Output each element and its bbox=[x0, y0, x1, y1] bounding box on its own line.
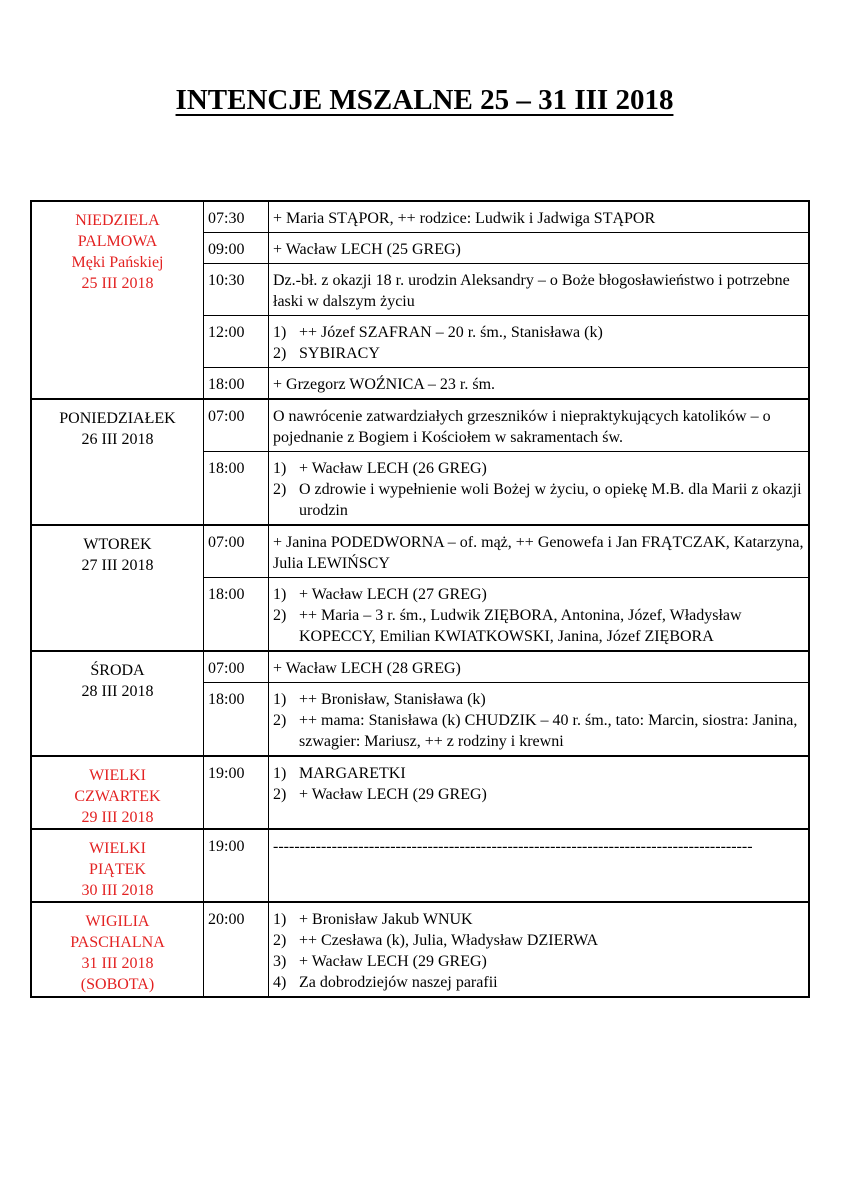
entry-number: 2) bbox=[273, 607, 287, 624]
entry-number: 2) bbox=[273, 345, 287, 362]
entry-number: 2) bbox=[273, 481, 287, 498]
mass-time: 09:00 bbox=[204, 233, 269, 264]
intention-cell bbox=[269, 683, 810, 757]
intention-cell bbox=[269, 651, 810, 683]
day-label-line: WIELKI bbox=[89, 767, 146, 784]
intention-text: + Wacław LECH (26 GREG) bbox=[299, 460, 487, 477]
intention-entry bbox=[273, 784, 806, 805]
day-label-line: Męki Pańskiej bbox=[71, 254, 164, 271]
day-cell bbox=[31, 902, 204, 997]
intention-text: + Maria STĄPOR, ++ rodzice: Ludwik i Jadwiga STĄPOR bbox=[273, 210, 656, 227]
intention-entry bbox=[273, 763, 806, 784]
day-label-line: WIGILIA bbox=[85, 913, 150, 930]
intention-cell bbox=[269, 829, 810, 902]
schedule-row bbox=[31, 902, 809, 997]
entry-number: 1) bbox=[273, 460, 287, 477]
intention-entry bbox=[273, 930, 806, 951]
intention-text: ++ Bronisław, Stanisława (k) bbox=[299, 691, 486, 708]
day-label-line: PASCHALNA bbox=[70, 934, 165, 951]
intention-text: Za dobrodziejów naszej parafii bbox=[299, 974, 498, 991]
entry-number: 1) bbox=[273, 911, 287, 928]
intention-entry bbox=[273, 343, 806, 364]
day-cell bbox=[31, 651, 204, 756]
intention-entry bbox=[273, 239, 806, 260]
day-label-line: NIEDZIELA bbox=[75, 212, 160, 229]
day-label-line: WTOREK bbox=[83, 536, 152, 553]
day-cell bbox=[31, 756, 204, 829]
intention-text: SYBIRACY bbox=[299, 345, 380, 362]
day-label-line: PALMOWA bbox=[77, 233, 158, 250]
intention-entry bbox=[273, 406, 806, 448]
schedule-row bbox=[31, 399, 809, 452]
intention-entry bbox=[273, 270, 806, 312]
intention-text: + Wacław LECH (29 GREG) bbox=[299, 786, 487, 803]
intention-text: ++ Czesława (k), Julia, Władysław DZIERWA bbox=[299, 932, 599, 949]
intention-cell bbox=[269, 399, 810, 452]
entry-number: 4) bbox=[273, 974, 287, 991]
intention-entry bbox=[273, 658, 806, 679]
mass-time: 10:30 bbox=[204, 264, 269, 316]
day-label-line: 26 III 2018 bbox=[81, 431, 154, 448]
mass-time: 07:00 bbox=[204, 399, 269, 452]
intention-entry bbox=[273, 584, 806, 605]
intention-entry bbox=[273, 836, 806, 857]
intention-entry bbox=[273, 532, 806, 574]
intention-entry bbox=[273, 458, 806, 479]
mass-time: 12:00 bbox=[204, 316, 269, 368]
day-cell bbox=[31, 829, 204, 902]
intention-entry bbox=[273, 374, 806, 395]
entry-number: 1) bbox=[273, 324, 287, 341]
mass-time: 18:00 bbox=[204, 578, 269, 652]
day-label-line: WIELKI bbox=[89, 840, 146, 857]
mass-time: 19:00 bbox=[204, 829, 269, 902]
mass-time: 18:00 bbox=[204, 683, 269, 757]
intention-cell bbox=[269, 233, 810, 264]
intention-entry bbox=[273, 322, 806, 343]
intention-entry bbox=[273, 951, 806, 972]
intention-text: ++ mama: Stanisława (k) CHUDZIK – 40 r. śm., tato: Marcin, siostra: Janina, szwagier: Mariusz, ++ z rodziny i krewni bbox=[299, 712, 798, 750]
day-label-line: 27 III 2018 bbox=[81, 557, 154, 574]
intention-entry bbox=[273, 710, 806, 752]
page-title: INTENCJE MSZALNE 25 – 31 III 2018 bbox=[175, 84, 674, 116]
day-label-line: (SOBOTA) bbox=[80, 976, 155, 993]
entry-number: 1) bbox=[273, 586, 287, 603]
mass-intentions-table bbox=[30, 200, 810, 998]
entry-number: 1) bbox=[273, 765, 287, 782]
entry-number: 2) bbox=[273, 786, 287, 803]
intention-text: O zdrowie i wypełnienie woli Bożej w życiu, o opiekę M.B. dla Marii z okazji urodzin bbox=[299, 481, 802, 519]
intention-cell bbox=[269, 578, 810, 652]
intention-cell bbox=[269, 264, 810, 316]
mass-time: 19:00 bbox=[204, 756, 269, 829]
schedule-row bbox=[31, 525, 809, 578]
intention-text: ++ Józef SZAFRAN – 20 r. śm., Stanisława (k) bbox=[299, 324, 603, 341]
schedule-row bbox=[31, 756, 809, 829]
intention-entry bbox=[273, 909, 806, 930]
day-label-line: ŚRODA bbox=[90, 662, 145, 679]
day-label-line: CZWARTEK bbox=[74, 788, 161, 805]
mass-time: 18:00 bbox=[204, 368, 269, 400]
intention-entry bbox=[273, 605, 806, 647]
day-label-line: PIĄTEK bbox=[89, 861, 146, 878]
mass-time: 07:00 bbox=[204, 525, 269, 578]
intention-text: + Wacław LECH (25 GREG) bbox=[273, 241, 461, 258]
day-cell bbox=[31, 399, 204, 525]
day-cell bbox=[31, 525, 204, 651]
schedule-row bbox=[31, 201, 809, 233]
intention-text: Dz.-bł. z okazji 18 r. urodzin Aleksandry – o Boże błogosławieństwo i potrzebne łaski w dalszym życiu bbox=[273, 272, 790, 310]
intention-text: ------------------------------------------------------------------------------------------ bbox=[273, 838, 753, 855]
intention-cell bbox=[269, 756, 810, 829]
intention-cell bbox=[269, 452, 810, 526]
intention-cell bbox=[269, 525, 810, 578]
intention-entry bbox=[273, 208, 806, 229]
day-label-line: PONIEDZIAŁEK bbox=[59, 410, 176, 427]
day-label-line: 25 III 2018 bbox=[81, 275, 154, 292]
day-label-line: 29 III 2018 bbox=[81, 809, 154, 826]
intention-cell bbox=[269, 201, 810, 233]
intention-text: + Grzegorz WOŹNICA – 23 r. śm. bbox=[273, 376, 496, 393]
day-label-line: 30 III 2018 bbox=[81, 882, 154, 899]
schedule-row bbox=[31, 651, 809, 683]
schedule-row bbox=[31, 829, 809, 902]
intention-text: O nawrócenie zatwardziałych grzeszników i niepraktykujących katolików – o pojednanie z Bogiem i Kościołem w sakramentach św. bbox=[273, 408, 771, 446]
intention-cell bbox=[269, 902, 810, 997]
entry-number: 3) bbox=[273, 953, 287, 970]
entry-number: 1) bbox=[273, 691, 287, 708]
day-cell bbox=[31, 201, 204, 399]
intention-entry bbox=[273, 479, 806, 521]
entry-number: 2) bbox=[273, 712, 287, 729]
intention-entry bbox=[273, 972, 806, 993]
intention-text: + Wacław LECH (28 GREG) bbox=[273, 660, 461, 677]
mass-time: 07:30 bbox=[204, 201, 269, 233]
intention-text: MARGARETKI bbox=[299, 765, 406, 782]
intention-text: + Janina PODEDWORNA – of. mąż, ++ Genowefa i Jan FRĄTCZAK, Katarzyna, Julia LEWIŃSCY bbox=[273, 534, 804, 572]
mass-time: 07:00 bbox=[204, 651, 269, 683]
intention-text: + Bronisław Jakub WNUK bbox=[299, 911, 473, 928]
mass-time: 18:00 bbox=[204, 452, 269, 526]
entry-number: 2) bbox=[273, 932, 287, 949]
intention-cell bbox=[269, 368, 810, 400]
mass-time: 20:00 bbox=[204, 902, 269, 997]
day-label-line: 31 III 2018 bbox=[81, 955, 154, 972]
intention-entry bbox=[273, 689, 806, 710]
intention-text: + Wacław LECH (29 GREG) bbox=[299, 953, 487, 970]
day-label-line: 28 III 2018 bbox=[81, 683, 154, 700]
intention-cell bbox=[269, 316, 810, 368]
intention-text: + Wacław LECH (27 GREG) bbox=[299, 586, 487, 603]
intention-text: ++ Maria – 3 r. śm., Ludwik ZIĘBORA, Antonina, Józef, Władysław KOPECCY, Emilian KWIATKOWSKI, Janina, Józef ZIĘBORA bbox=[299, 607, 742, 645]
